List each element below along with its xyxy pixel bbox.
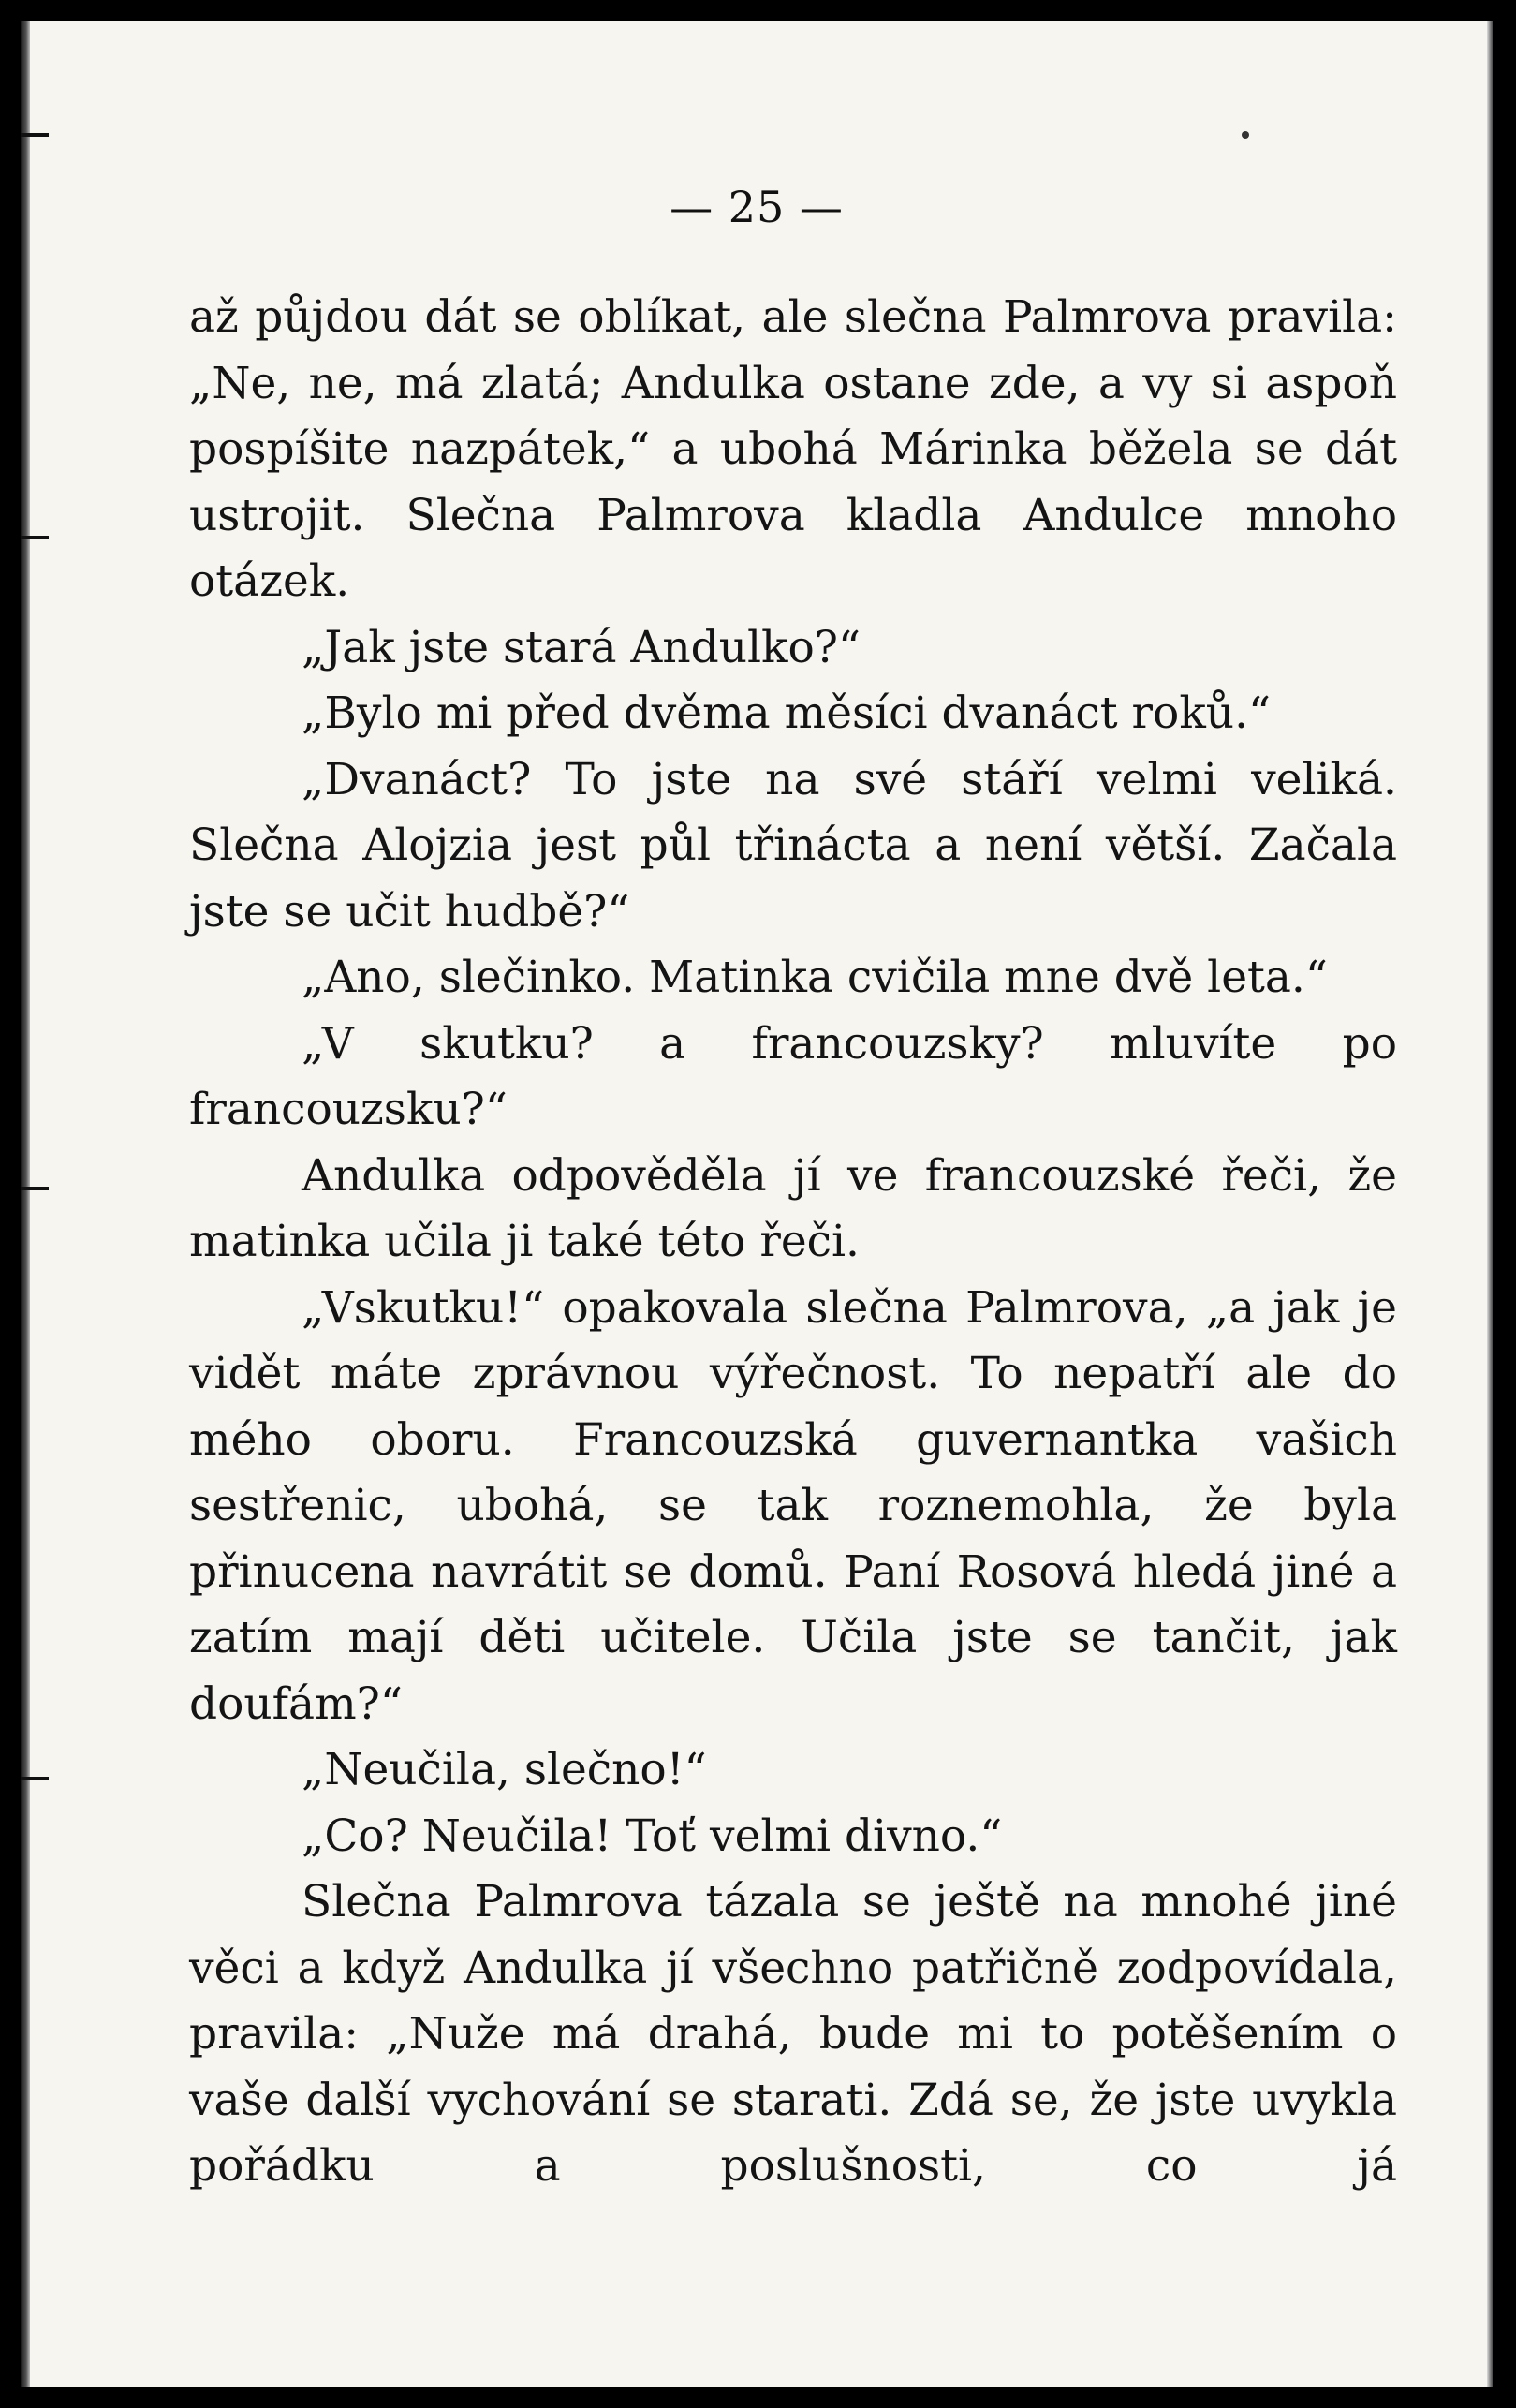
paragraph: „Vskutku!“ opakovala slečna Palmrova, „a jak je vidět máte zprávnou výřečnost. To nepatří ale do mého oboru. Francouzská guvernantka vašich sestřenic, ubohá, se tak roznemohla, že byla přinucena navrátit se domů. Paní Rosová hledá jiné a zatím mají děti učitele. Učila jste se tančit, jak doufám?“ (189, 1281, 1397, 1730)
paragraph: Slečna Palmrova tázala se ještě na mnohé jiné věci a když Andulka jí všechno patřičně zodpovídala, pravila: „Nuže má drahá, bude mi to potěšením o vaše další vychování se starati. Zdá se, že jste uvykla pořádku a poslušnosti, co já (189, 1876, 1397, 2192)
ink-speck (1242, 131, 1249, 139)
page-edge (1487, 21, 1493, 2387)
paragraph: „V skutku? a francouzsky? mluvíte po francouzsku?“ (189, 1017, 1397, 1135)
paragraph: „Ano, slečinko. Matinka cvičila mne dvě leta.“ (302, 952, 1328, 1003)
paragraph: „Jak jste stará Andulko?“ (302, 621, 861, 673)
spine-mark (21, 536, 49, 539)
page-number: — 25 — (670, 182, 844, 232)
paragraph: Andulka odpověděla jí ve francouzské řeči, že matinka učila ji také této řeči. (189, 1149, 1397, 1267)
paragraph: až půjdou dát se oblíkat, ale slečna Palmrova pravila: „Ne, ne, má zlatá; Andulka ostane zde, a vy si aspoň pospíšite nazpátek,“ a ubohá Márinka běžela se dát ustrojit. Slečna Palmrova kladla Andulce mnoho otázek. (189, 291, 1397, 607)
page-spine (21, 21, 30, 2387)
spine-mark (21, 1187, 49, 1190)
spine-mark (21, 133, 49, 137)
body-text (189, 285, 1397, 2200)
paragraph: „Dvanáct? To jste na své stáří velmi veliká. Slečna Alojzia jest půl třinácta a není větší. Začala jste se učit hudbě?“ (189, 753, 1397, 938)
paragraph: „Neučila, slečno!“ (302, 1744, 707, 1795)
book-page (21, 21, 1493, 2387)
spine-mark (21, 1777, 49, 1780)
paragraph: „Co? Neučila! Toť velmi divno.“ (302, 1810, 1003, 1862)
paragraph: „Bylo mi před dvěma měsíci dvanáct roků.“ (302, 687, 1272, 739)
